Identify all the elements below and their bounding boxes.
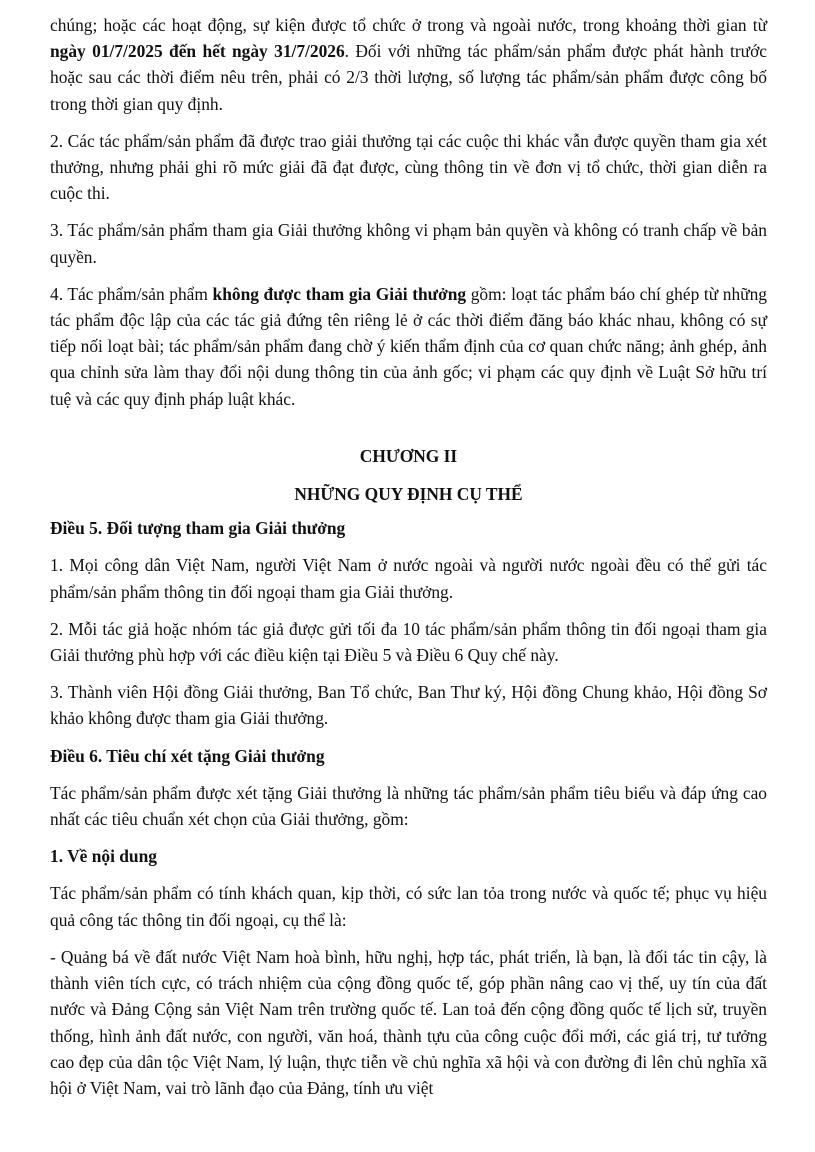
article-5-heading: Điều 5. Đối tượng tham gia Giải thưởng — [50, 518, 346, 539]
date-range-emphasis: ngày 01/7/2025 đến hết ngày 31/7/2026 — [50, 41, 345, 62]
clause-3: 3. Tác phẩm/sản phẩm tham gia Giải thưởng không vi phạm bản quyền và không có tranh chấp về bản quyền. — [50, 220, 767, 267]
text-run: chúng; hoặc các hoạt động, sự kiện được tổ chức ở trong và ngoài nước, trong khoảng thời gian từ — [50, 15, 767, 35]
article-6-subsection-intro: Tác phẩm/sản phẩm có tính khách quan, kịp thời, có sức lan tỏa trong nước và quốc tế; phục vụ hiệu quả công tác thông tin đối ngoại, cụ thể là: — [50, 883, 767, 930]
exclusion-emphasis: không được tham gia Giải thưởng — [212, 283, 467, 304]
article-6-bullet: - Quảng bá về đất nước Việt Nam hoà bình, hữu nghị, hợp tác, phát triển, là bạn, là đối tác tin cậy, là thành viên tích cực, có trách nhiệm của cộng đồng quốc tế, góp phần nâng cao vị thế, uy tín của đất nước và Đảng Cộng sản Việt Nam trên trường quốc tế. Lan toả đến cộng đồng quốc tế lịch sử, truyền thống, hình ảnh đất nước, con người, văn hoá, thành tựu của công cuộc đổi mới, các giá trị, tư tưởng cao đẹp của dân tộc Việt Nam, lý luận, thực tiễn về chủ nghĩa xã hội và con đường đi lên chủ nghĩa xã hội ở Việt Nam, vai trò lãnh đạo của Đảng, tính ưu việt — [50, 946, 767, 1098]
clause-2: 2. Các tác phẩm/sản phẩm đã được trao giải thưởng tại các cuộc thi khác vẫn được quyền tham gia xét thưởng, nhưng phải ghi rõ mức giải đã đạt được, cùng thông tin về đơn vị tổ chức, thời gian diễn ra cuộc thi. — [50, 130, 767, 204]
article-6-subsection-heading: 1. Về nội dung — [50, 846, 157, 867]
article-6-heading: Điều 6. Tiêu chí xét tặng Giải thưởng — [50, 745, 325, 766]
article-5-clause-2: 2. Mỗi tác giả hoặc nhóm tác giả được gửi tối đa 10 tác phẩm/sản phẩm thông tin đối ngoại tham gia Giải thưởng phù hợp với các điều kiện tại Điều 5 và Điều 6 Quy chế này. — [50, 618, 767, 666]
chapter-number: CHƯƠNG II — [359, 445, 458, 466]
chapter-title: NHỮNG QUY ĐỊNH CỤ THỂ — [294, 484, 523, 505]
text-run: gồm: loạt tác phẩm báo chí ghép từ những tác phẩm độc lập của các tác giả đứng tên riêng lẻ ở các thời điểm đăng báo khác nhau, không có sự tiếp nối loạt bài; tác phẩm/sản phẩm đang chờ ý kiến thẩm định của cơ quan chức năng; ảnh ghép, ảnh qua chỉnh sửa làm thay đổi nội dung thông tin của ảnh gốc; vi phạm các quy định về Luật Sở hữu trí tuệ và các quy định pháp luật khác. — [50, 283, 767, 409]
article-5-clause-1: 1. Mọi công dân Việt Nam, người Việt Nam ở nước ngoài và người nước ngoài đều có thể gửi tác phẩm/sản phẩm thông tin đối ngoại tham gia Giải thưởng. — [50, 555, 767, 602]
text-run: . Đối với những tác phẩm/sản phẩm được phát hành trước hoặc sau các thời điểm nêu trên, phải có 2/3 thời lượng, số lượng tác phẩm/sản phẩm được công bố trong thời gian quy định. — [50, 41, 767, 114]
text-run: 4. Tác phẩm/sản phẩm — [50, 283, 213, 304]
paragraph-continuation — [50, 12, 767, 117]
clause-4 — [50, 281, 767, 412]
article-6-intro: Tác phẩm/sản phẩm được xét tặng Giải thưởng là những tác phẩm/sản phẩm tiêu biểu và đáp ứng cao nhất các tiêu chuẩn xét chọn của Giải thưởng, gồm: — [50, 782, 767, 830]
article-5-clause-3: 3. Thành viên Hội đồng Giải thưởng, Ban Tổ chức, Ban Thư ký, Hội đồng Chung khảo, Hội đồng Sơ khảo không được tham gia Giải thưởng. — [50, 682, 767, 729]
